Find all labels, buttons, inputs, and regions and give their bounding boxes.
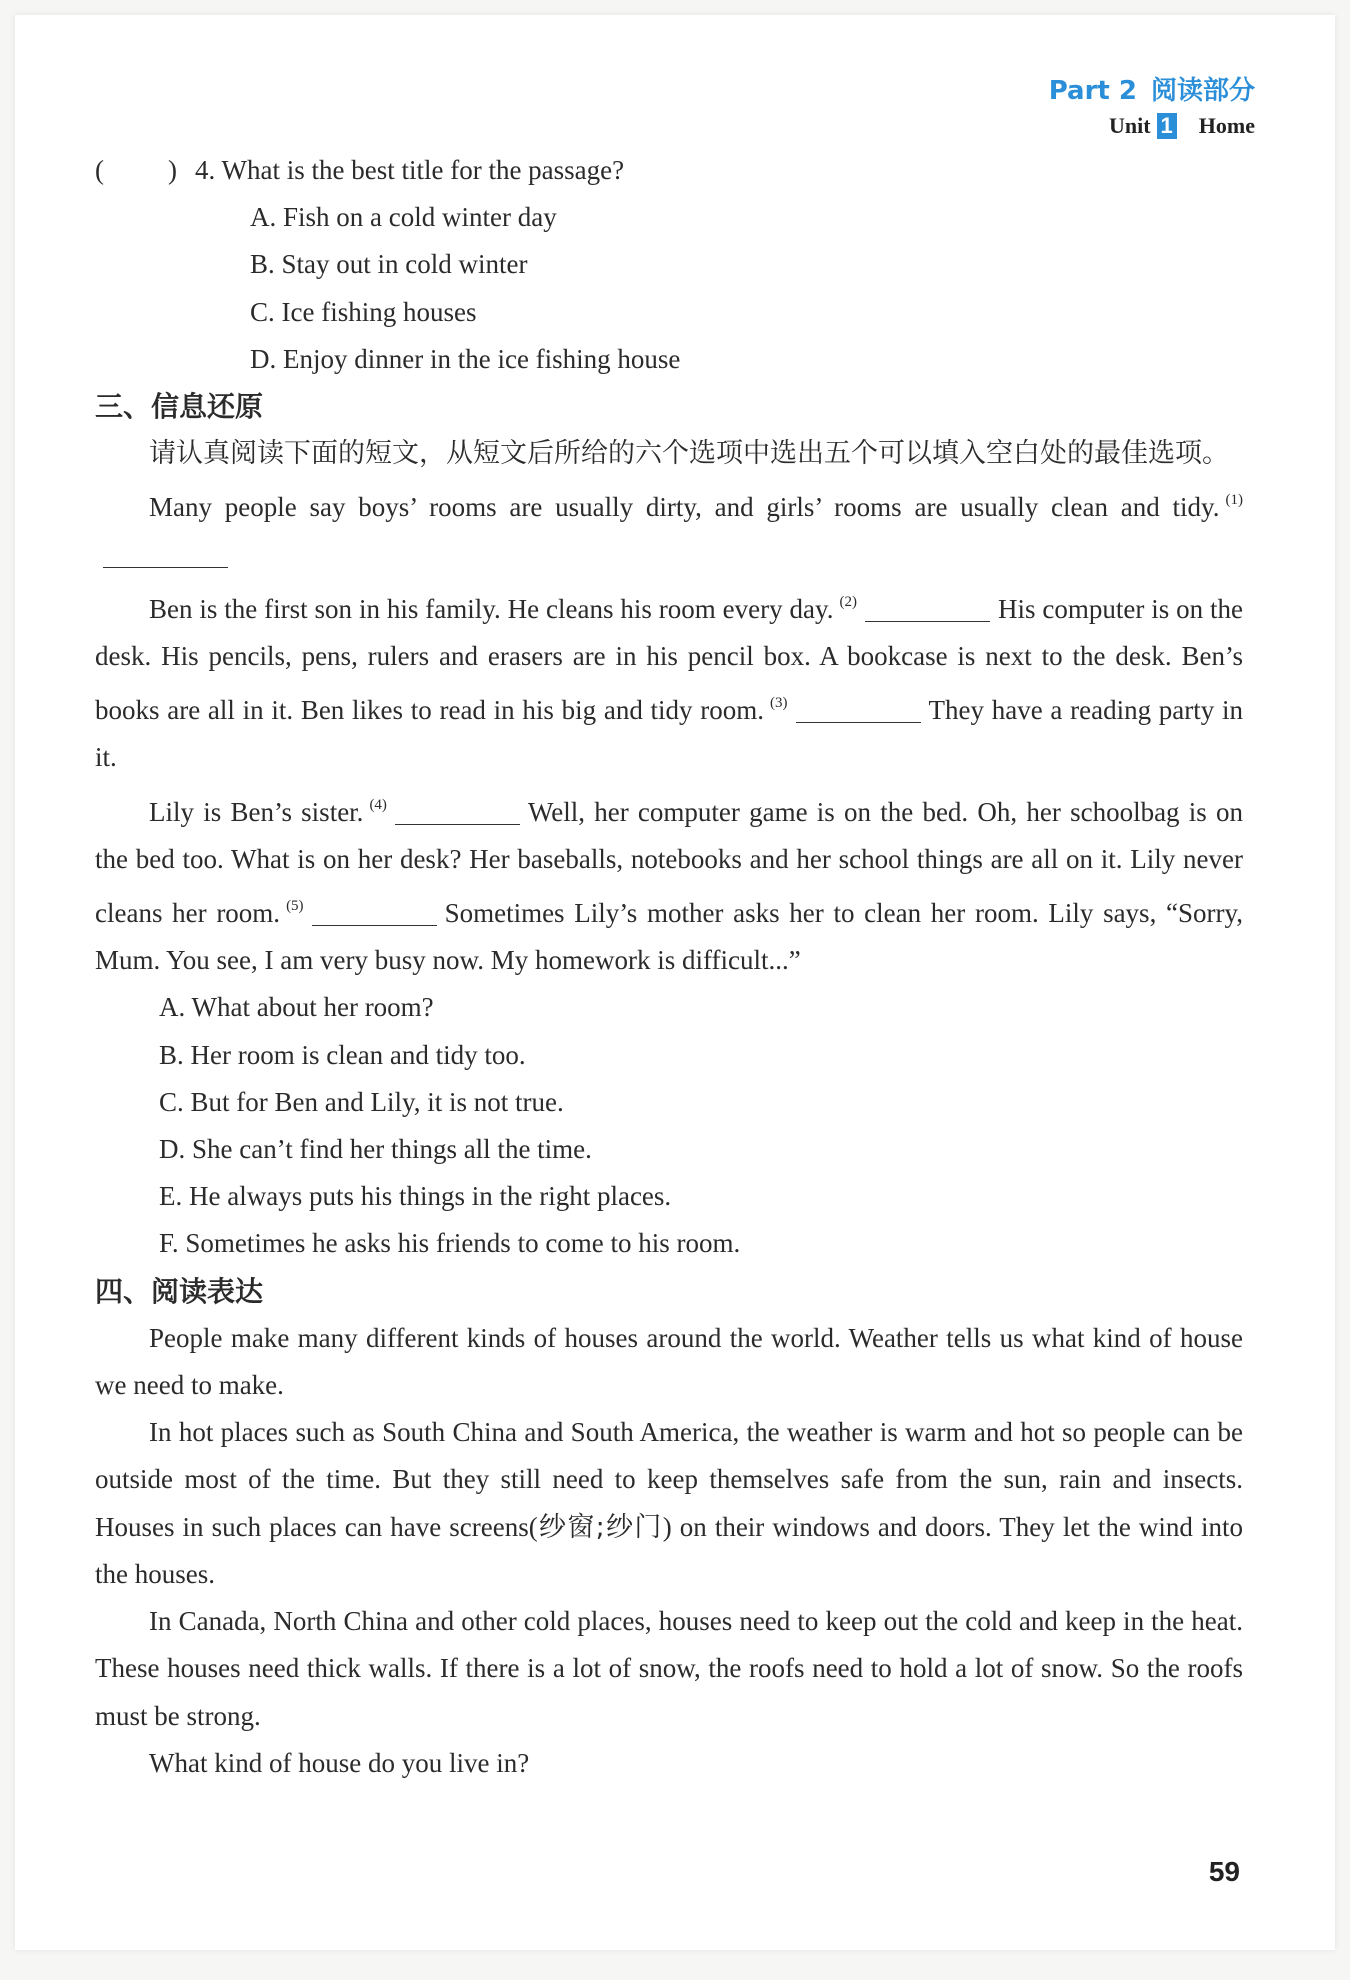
choice-option: E. He always puts his things in the right places. (159, 1181, 672, 1212)
unit-title: Home (1198, 113, 1255, 138)
question-4 (95, 147, 1243, 194)
section-title: 四、阅读表达 (95, 1274, 264, 1308)
blank-number: (5) (286, 898, 304, 915)
choice-option: C. But for Ben and Lily, it is not true. (159, 1086, 564, 1117)
part-number: Part 2 (1048, 76, 1137, 106)
answer-blank[interactable] (103, 541, 228, 568)
question-option: B. Stay out in cold winter (250, 249, 528, 280)
part-label (1035, 70, 1255, 107)
passage-paragraph: In hot places such as South China and South America, the weather is warm and hot so people can be outside most of the time. But they still need to keep themselves safe from the sun, rain and insects. Houses in such places can have screens(纱窗;纱门) on their windows and doors. They let the wind into the houses. (95, 1417, 1243, 1589)
passage-question: What kind of house do you live in? (149, 1747, 530, 1778)
passage-paragraph: People make many different kinds of houses around the world. Weather tells us what kind of house we need to make. (95, 1322, 1243, 1401)
page-content (95, 147, 1243, 1787)
answer-bracket[interactable]: ( ) (95, 155, 177, 185)
answer-blank[interactable] (395, 798, 520, 825)
unit-label (1035, 113, 1255, 139)
answer-blank[interactable] (865, 595, 990, 622)
page-number: 59 (1208, 1856, 1240, 1887)
passage-paragraph: Many people say boys’ rooms are usually dirty, and girls’ rooms are usually clean and tidy. $^{(1)}$ (95, 477, 1243, 578)
blank-number: (2) (839, 593, 857, 610)
passage-paragraph: In Canada, North China and other cold places, houses need to keep out the cold and keep in the heat. These houses need thick walls. If there is a lot of snow, the roofs need to hold a lot of snow. So the roofs must be strong. (95, 1606, 1243, 1731)
choice-option: D. She can’t find her things all the time. (159, 1134, 592, 1165)
answer-blank[interactable] (796, 696, 921, 723)
passage-paragraph: Ben is the first son in his family. He cleans his room every day. $^{(2)}$ His computer is on the desk. His pencils, pens, rulers and erasers are in his pencil box. A bookcase is next to the desk. Ben’s books are all in it. Ben likes to read in his big and tidy room. $^{(3)}$ They have a reading party in it. (95, 593, 1244, 773)
choice-option: A. What about her room? (159, 992, 434, 1023)
answer-blank[interactable] (312, 899, 437, 926)
page-header (1035, 70, 1255, 139)
unit-number-badge: 1 (1157, 113, 1177, 139)
choice-option: B. Her room is clean and tidy too. (159, 1039, 526, 1070)
workbook-page (15, 15, 1335, 1950)
chinese-gloss: 纱窗;纱门 (537, 1511, 663, 1543)
blank-number: (3) (770, 695, 788, 712)
blank-number: (4) (369, 796, 387, 813)
question-stem: 4. What is the best title for the passage? (195, 155, 625, 185)
section-instruction: 请认真阅读下面的短文，从短文后所给的六个选项中选出五个可以填入空白处的最佳选项。 (149, 438, 1229, 470)
section-title: 三、信息还原 (95, 390, 264, 424)
question-option: A. Fish on a cold winter day (250, 202, 557, 233)
choice-option: F. Sometimes he asks his friends to come to his room. (159, 1228, 741, 1259)
blank-number: (1) (1225, 492, 1243, 509)
part-title-cn: 阅读部分 (1150, 76, 1255, 106)
question-option: D. Enjoy dinner in the ice fishing house (250, 343, 681, 374)
unit-word: Unit (1108, 113, 1151, 138)
passage-paragraph: Lily is Ben’s sister. $^{(4)}$ Well, her computer game is on the bed. Oh, her schoolbag is on the bed too. What is on her desk? Her baseballs, notebooks and her school things are all on it. Lily never cleans her room. $^{(5)}$ Sometimes Lily’s mother asks her to clean her room. Lily says, “Sorry, Mum. You see, I am very busy now. My homework is difficult...” (95, 796, 1244, 976)
question-option: C. Ice fishing houses (250, 296, 477, 327)
